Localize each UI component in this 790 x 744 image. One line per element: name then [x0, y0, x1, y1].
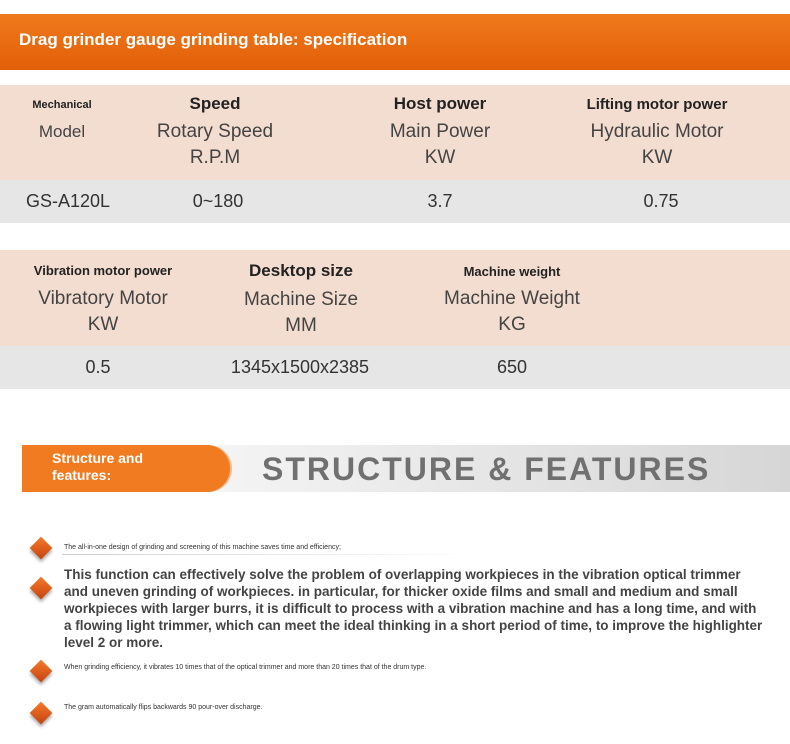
col-host-power-unit: KW [424, 147, 456, 168]
value-speed: 0~180 [192, 191, 244, 211]
col-desktop-size-en: Machine Size [243, 289, 359, 310]
col-host-power-cn: Host power [393, 94, 487, 113]
col-speed-unit: R.P.M [189, 147, 241, 168]
col-speed [157, 94, 273, 171]
col-speed-en: Rotary Speed [156, 121, 274, 142]
structure-features-banner [22, 445, 790, 492]
col-machine-weight-cn: Machine weight [463, 264, 561, 279]
spec-banner [0, 14, 790, 70]
col-mechanical-cn: Mechanical [32, 99, 92, 111]
col-lifting-motor [587, 96, 728, 171]
value-model: GS-A120L [25, 191, 111, 211]
col-machine-weight [444, 264, 580, 338]
col-mechanical [32, 99, 91, 145]
col-desktop-size [244, 261, 358, 339]
value-lifting-motor: 0.75 [643, 191, 679, 211]
col-vibration-motor [34, 263, 172, 338]
feature-text: The all-in-one design of grinding and screening of this machine saves time and efficiency; [64, 544, 341, 551]
structure-features-title: STRUCTURE & FEATURES [262, 451, 711, 487]
feature-text: When grinding efficiency, it vibrates 10 times that of the optical trimmer and more than 20 times that of the drum type. [64, 664, 427, 671]
orange-diamond-bullet-icon [30, 537, 53, 560]
feature-text: The gram automatically flips backwards 90 pour-over discharge. [64, 704, 263, 711]
col-host-power-en: Main Power [389, 121, 491, 142]
col-machine-weight-unit: KG [498, 314, 526, 335]
divider [62, 554, 482, 555]
col-desktop-size-cn: Desktop size [249, 261, 353, 280]
spec-table-2 [0, 250, 790, 389]
orange-diamond-bullet-icon [30, 702, 53, 725]
spec-table-2-values [0, 346, 790, 389]
value-host-power: 3.7 [427, 191, 453, 211]
col-vibration-motor-en: Vibratory Motor [38, 288, 168, 309]
feature-text: This function can effectively solve the problem of overlapping workpieces in the vibration optical trimmer and uneven grinding of workpieces. in particular, for thicker oxide films and small and medium and small workpieces with larger burrs, it is difficult to process with a vibration machine and has a long time, and with a flowing light trimmer, which can meet the ideal thinking in a short period of time, to improve the highlighter level 2 or more. [64, 567, 763, 650]
orange-diamond-bullet-icon [30, 660, 53, 683]
spec-table-2-header [0, 250, 790, 346]
value-machine-weight: 650 [496, 357, 528, 377]
spec-table-1 [0, 85, 790, 223]
orange-diamond-bullet-icon [30, 577, 53, 600]
col-lifting-motor-cn: Lifting motor power [586, 96, 728, 113]
structure-features-pill [22, 445, 230, 492]
col-host-power [390, 94, 490, 171]
col-vibration-motor-unit: KW [87, 314, 119, 335]
col-vibration-motor-cn: Vibration motor power [33, 263, 173, 278]
structure-features-pill-label: Structure and features: [52, 450, 144, 483]
spec-table-1-header [0, 85, 790, 180]
col-lifting-motor-en: Hydraulic Motor [590, 121, 724, 142]
col-speed-cn: Speed [189, 94, 241, 113]
col-mechanical-en: Model [38, 122, 86, 141]
spec-table-1-values [0, 180, 790, 223]
spec-banner-title: Drag grinder gauge grinding table: specification [19, 30, 408, 49]
value-machine-size: 1345x1500x2385 [230, 357, 370, 377]
col-machine-weight-en: Machine Weight [444, 288, 580, 309]
col-lifting-motor-unit: KW [641, 147, 673, 168]
col-desktop-size-unit: MM [285, 315, 317, 336]
value-vibration-motor: 0.5 [85, 357, 111, 377]
